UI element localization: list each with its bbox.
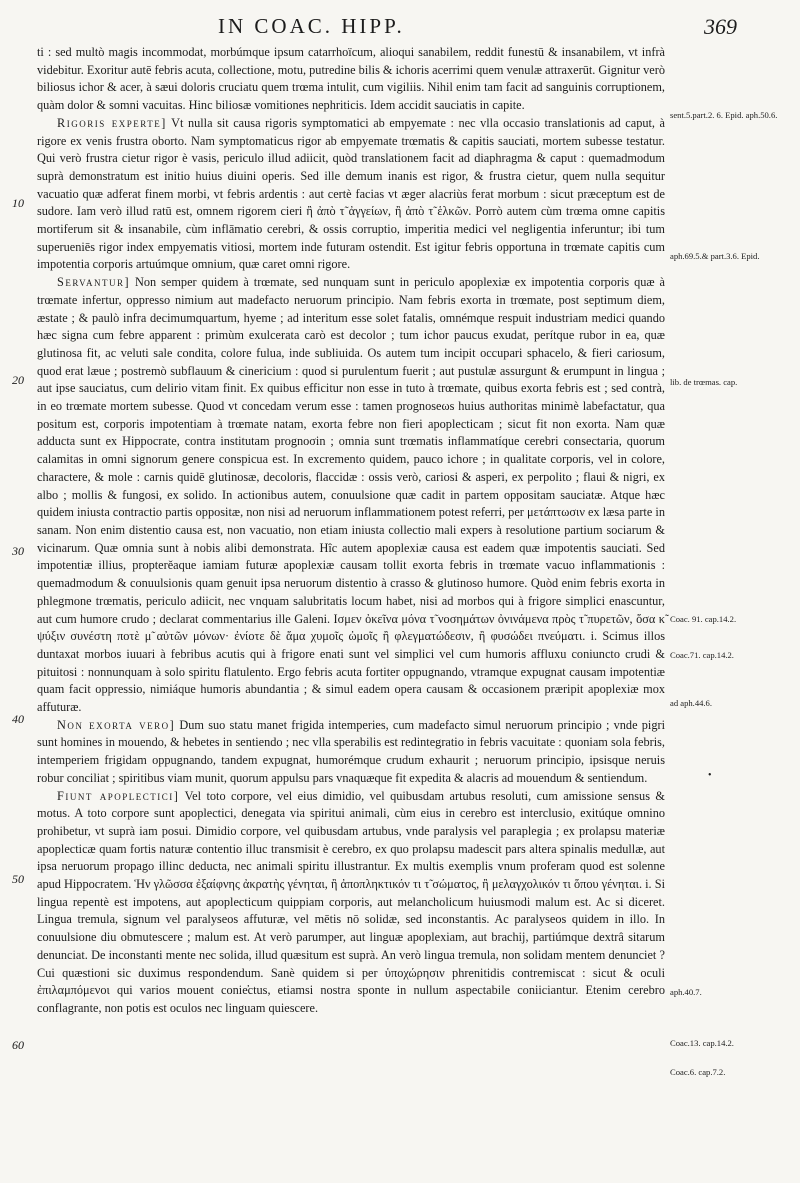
margin-note: lib. de trœmas. cap. bbox=[670, 377, 738, 387]
lemma: Servantur] bbox=[57, 275, 131, 290]
paragraph bbox=[37, 788, 665, 1018]
line-number: 40 bbox=[12, 712, 24, 726]
line-number: 60 bbox=[12, 1038, 24, 1052]
running-title: IN COAC. HIPP. bbox=[218, 14, 405, 38]
line-number: 30 bbox=[12, 544, 24, 558]
commentary-text bbox=[37, 44, 665, 1018]
line-number: 20 bbox=[12, 373, 24, 387]
paragraph bbox=[37, 274, 665, 717]
margin-note: Coac. 91. cap.14.2. bbox=[670, 614, 737, 624]
page-number: 369 bbox=[704, 14, 737, 39]
running-head bbox=[0, 14, 800, 38]
margin-note: Coac.71. cap.14.2. bbox=[670, 650, 734, 660]
margin-note: Coac.6. cap.7.2. bbox=[670, 1067, 726, 1077]
paragraph bbox=[37, 44, 665, 115]
paragraph-text: Vt nulla sit causa rigoris symptomatici ab empyemate : nec vlla occasio translationis ad caput, à rigore ex venis frustra oborto. Nam symptomaticus rigor ab empyemate trœmatis & capitis sauciati, mortem subesse testatur. Qui verò frustra cietur rigor è vasis, periculo illud adiicit, quòd translationem facit ad diaphragma & caput : quemadmodum suprà demonstratum est initio huius diuini operis. Sed ille demum inanis est rigor, & frustra cietur, quem nulla sequitur vacuatio quæ adferat finem morbi, vt febris ardentis : aut certè facias vt æger alacriùs ferat morbum : sicut præceptum est de sudore. Iam verò illud ratū est, omnem rigorem cieri ἢ ἀπὸ τ̃ ἀγγείων, ἢ ἀπὸ τ̃ ἑλκῶν. Porrò autem cùm trœma omne capitis mortiferum sit & insanabile, cùm inflāmatio cerebri, & ossis corruptio, imperitia medici vel negligentia inferuntur; ibi tum superueniēs rigor index empyematis vitiosi, mortem inde futuram ostendit. Est igitur febris opportuna in trœmate capitis cum impotentia corporis artuúmque omnium, quæ caret omni rigore. bbox=[37, 115, 665, 272]
margin-note: sent.5.part.2. 6. Epid. aph.50.6. bbox=[670, 110, 778, 120]
margin-note: ad aph.44.6. bbox=[670, 698, 713, 708]
lemma: Non exorta vero] bbox=[57, 717, 176, 732]
paragraph-text: Dum suo statu manet frigida intemperies, cum madefacto simul neruorum principio ; vnde pigri sunt homines in mouendo, & hebetes in sentiendo ; nec vlla sperabilis est redintegratio in febris vacuitate : quoniam sola febris, intemperiem frigidam oppugnando, tandem expugnat, humorémque crudum exhaurit ; neruorum principio, ipsisque neruis robur conciliat ; spiritibus viam munit, quorum appulsu pars vnaquæque fit expedita & alacris ad mouendum & sentiendum. bbox=[37, 717, 665, 785]
margin-note: aph.40.7. bbox=[670, 987, 702, 997]
lemma: Rigoris experte] bbox=[57, 115, 167, 130]
line-number: 10 bbox=[12, 196, 24, 210]
paragraph-text: ti : sed multò magis incommodat, morbúmque ipsum catarrhoïcum, alioqui sanabilem, reddit funestū & insanabilem, vt infrà videbitur. Exoritur autē febris acuta, collectione, motu, putredine bilis & ichoris acerrimi quem venulæ attraxerūt. Gignitur verò biliosus ichor & acer, à sæui doloris cruciatu quem trœma intulit, cum vigiliis. Nihil enim tam facit ad sanguinis corruptionem, quàm dolor & somni vacuitas. Hinc biliosæ vomitiones nephriticis. Idem accidit sauciatis in capite. bbox=[37, 45, 665, 113]
paragraph bbox=[37, 717, 665, 788]
paragraph-text: Non semper quidem à trœmate, sed nunquam sunt in periculo apoplexiæ ex impotentia corporis quæ à trœmate infertur, oppresso nimium aut madefacto neruorum principio. Nam febris exorta in trœmate, post septimum diem, æstate ; & paulò infra decimumquartum, hyeme ; ad interitum esse solet fatalis, omnémque respuit industriam medici quando hæc signa cum febre apparent : primùm exulcerata carò est decolor ; tum ichor paucus exudat, perítque rubor in ea, quæ glutinosa fit, ac veluti sale condita, colore fulua, inde subliuida. Os autem tum incipit occupari sphacelo, & fieri cariosum, quod erat læue ; postremò subflauum & cinericium : quod si purulentum fuerit ; aut pustulæ assurgunt & erumpunt in lingua ; aut ipse sauciatus, cum delirio vitam finit. Ex quibus efficitur non esse in tuto à trœmate, quibus exorta febris est ; sed contrà, in eo trœmate mortem subesse. Quod vt concedam verum esse : tamen prognoseωs huius authoritas minimè labefactatur, qua positum est, corporis impotentiam à trœmate natam, exorta febre non fieri apoplecticam ; sicut fit non exorta. Nam quæ adducta sunt ex Hippocrate, contra institutam prognoσin ; omnia sunt trœmatis inflammatíque cerebri consectaria, quorum calamitas in omni signorum genere conspicua est. In excremento quidem, pauco ichore ; in qualitate corporis, vel in colore, charactere, & mole : carnis quidē glutinosæ, decoloris, flaccidæ : ossis verò, cariosi & asperi, ex perpolito ; flaui & nigri, ex albo ; mollis & fungosi, ex solido. In actionibus autem, conuulsione quæ cadit in partem oppositam sauciatæ. Atque hæc quidem iniusta contractio partis oppositæ, non nisi ad neruorum inflammationem potest referri, per μετάπτωσιν ex læsa parte in sanam. Non enim distentio causa est, non vacuatio, non etiam iniusta collectio mali expers à resolutione partium sociarum & vicinarum. Quæ omnia sunt à nobis alibi demonstrata. Hîc autem apoplexiæ causa est eadem quæ impotentis sauciati. Sed impotentiæ illius, propterěaque iamiam futuræ apoplexiæ causam tollit exorta febris in trœmate vacuo inflammationis : quemadmodum & conuulsionis quam genuit ipsa neruorum distentio à crasso & glutinoso humore. Quòd enim febris exorta in phlegmone trœmatis, periculo adiicit, nec vnquam salubritatis locum habet, nisi ad morbos qui à frigore simplici enascuntur, aut cum humore crudo ; declarat commentarius ille Galeni. Ισμεν ὀκεῖνα μόνα τ̃ νοσημάτων ὀνινάμενα πρὸς τ̃ πυρετῶν, ὅσα κ̃ ψύξιν συνέστη ποτὲ μ̃ αὐτῶν μόνων· ἐνίοτε δὲ ἅμα χυμοῖς ὠμοῖς ἢ φλεγματώδεσιν, ἢ φυσώδει πνεύματι. i. Scimus illos duntaxat morbos iuuari à febribus acutis qui à frigore enati sunt vel simplici vel cum humoris affluxu coniuncto crudi & pituitosi : nonnunquam à solo spiritu flatulento. Ergo febris acuta fortiter oppugnando, vtramque expugnat causam impotentiæ quam facit oppressio, nimiáque humoris abundantia ; & simul eadem opera causam & occasionem præripit apoplexiæ mox affuturæ. bbox=[37, 275, 665, 715]
ink-dot: • bbox=[708, 770, 712, 781]
margin-note: aph.69.5.& part.3.6. Epid. bbox=[670, 251, 760, 261]
margin-note: Coac.13. cap.14.2. bbox=[670, 1038, 734, 1048]
line-number: 50 bbox=[12, 872, 24, 886]
lemma: Fiunt apoplectici] bbox=[57, 788, 180, 803]
paragraph-text: Vel toto corpore, vel eius dimidio, vel quibusdam artubus resoluti, cum amissione sensus & motus. A toto corpore sunt apoplectici, denegata via spiritui animali, cùm eius in cerebro est interclusio, exitúque omnino prohibetur, vt suprà iam posui. Dimidio corpore, vel quibusdam artubus, vnde paralysis vel paraplegia ; ex prolapsu materiæ apoplecticæ quam fortis naturæ contentio illuc transmisit è cerebro, ex quo prolapsu madescit pars altera spinalis medullæ, aut ipsa neruorum propago illinc deducta, nec animali spiritu illustrantur. Ex multis exemplis vnum proferam quod est solenne apud Hippocratem. Ἡν γλῶσσα ἐξαίφνης ἀκρατὴς γένηται, ἢ ἀποπληκτικόν τι τ̃ σώματος, ἢ μελαγχολικόν τι ὅπου γένηται. i. Si lingua repentè est impotens, aut apoplecticum quippiam corporis, aut melancholicum huiusmodi malum est. Ac si diceret. Lingua tremula, signum vel paralyseos affuturæ, vel mētis nō solidæ, sed inconstantis. Ac paralyseos quidem in illo. In conuulsione diu obmutescere ; malum est. At verò parumper, aut linguæ apoplexiam, aut brachij, partiúmque dextrâ sitarum denunciat. De inconstanti mente nec solida, illud quæsitum est suprà. An verò lingua tremula, non solidam mentem denunciet ? Cui quæstioni sic duximus respondendum. Sanè quidem si per ὑποχώρησιν phrenitidis contremiscat : sicut & oculi ἐπιλαμπόμενοι qui varios mouent conie̕ctus, etiamsi nostra sponte in nullum aspectabile coniiciantur. Etenim cerebro conflagrante, non potis est oculos nec linguam quiescere. bbox=[37, 788, 665, 1015]
paragraph bbox=[37, 115, 665, 274]
